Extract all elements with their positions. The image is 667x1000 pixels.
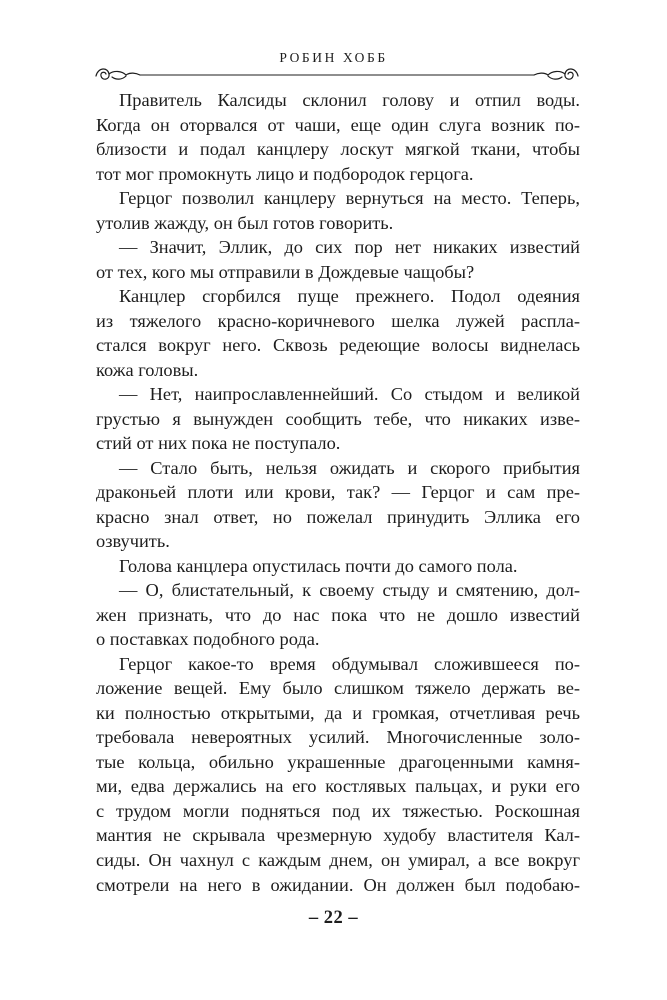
text-line: смотрели на него в ожидании. Он должен был подобаю-: [96, 874, 580, 895]
text-line: мантия не скрывала чрезмерную худобу властителя Кал-: [96, 825, 580, 846]
text-line: ки полностью открытыми, да и громкая, отчетливая речь: [96, 702, 580, 723]
text-line: стался вокруг него. Сквозь редеющие волосы виднелась: [96, 335, 580, 356]
text-line: ми, едва держались на его костлявых пальцах, и руки его: [96, 776, 580, 797]
text-line: Канцлер сгорбился пуще прежнего. Подол одеяния: [119, 286, 580, 307]
text-line: красно знал ответ, но пожелал принудить Эллика его: [96, 506, 580, 527]
text-line: о поставках подобного рода.: [96, 629, 320, 650]
text-line: утолив жажду, он был готов говорить.: [96, 212, 394, 233]
text-line: — Значит, Эллик, до сих пор нет никаких известий: [119, 237, 580, 258]
text-line: грустью я вынужден сообщить тебе, что никаких изве-: [96, 408, 580, 429]
text-line: жен признать, что до нас пока что не дошло известий: [96, 604, 580, 625]
text-line: озвучить.: [96, 531, 170, 552]
text-line: кожа головы.: [96, 359, 199, 380]
text-line: требовала невероятных усилий. Многочисленные золо-: [96, 727, 580, 748]
running-head-author: РОБИН ХОББ: [279, 50, 388, 65]
text-line: ложение вещей. Ему было слишком тяжело держать ве-: [96, 678, 580, 699]
page-number: – 22 –: [308, 908, 359, 928]
text-line: с трудом могли подняться под их тяжестью. Роскошная: [96, 800, 580, 821]
text-line: тые кольца, обильно украшенные драгоценными камня-: [96, 751, 580, 772]
text-line: драконьей плоти или крови, так? — Герцог и сам пре-: [96, 482, 580, 503]
body-text: [96, 88, 580, 897]
text-line: — О, блистательный, к своему стыду и смятению, дол-: [119, 580, 580, 601]
text-line: Герцог позволил канцлеру вернуться на место. Теперь,: [119, 188, 580, 209]
text-line: близости и подал канцлеру лоскут мягкой ткани, чтобы: [96, 139, 580, 160]
text-line: Когда он оторвался от чаши, еще один слуга возник по-: [96, 114, 580, 135]
text-line: сиды. Он чахнул с каждым днем, он умирал, а все вокруг: [96, 849, 580, 870]
text-line: стий от них пока не поступало.: [96, 433, 341, 454]
text-line: тот мог промокнуть лицо и подбородок герцога.: [96, 163, 474, 184]
header-ornament: [92, 62, 582, 86]
text-line: Правитель Калсиды склонил голову и отпил воды.: [119, 90, 580, 110]
text-line: от тех, кого мы отправили в Дождевые чащобы?: [96, 261, 475, 282]
text-line: Голова канцлера опустилась почти до самого пола.: [119, 555, 518, 576]
text-line: Герцог какое-то время обдумывал сложившееся по-: [119, 653, 580, 674]
text-line: — Стало быть, нельзя ожидать и скорого прибытия: [119, 457, 580, 478]
text-line: из тяжелого красно-коричневого шелка лужей распла-: [96, 310, 580, 331]
text-line: — Нет, наипрославленнейший. Со стыдом и великой: [119, 384, 580, 405]
